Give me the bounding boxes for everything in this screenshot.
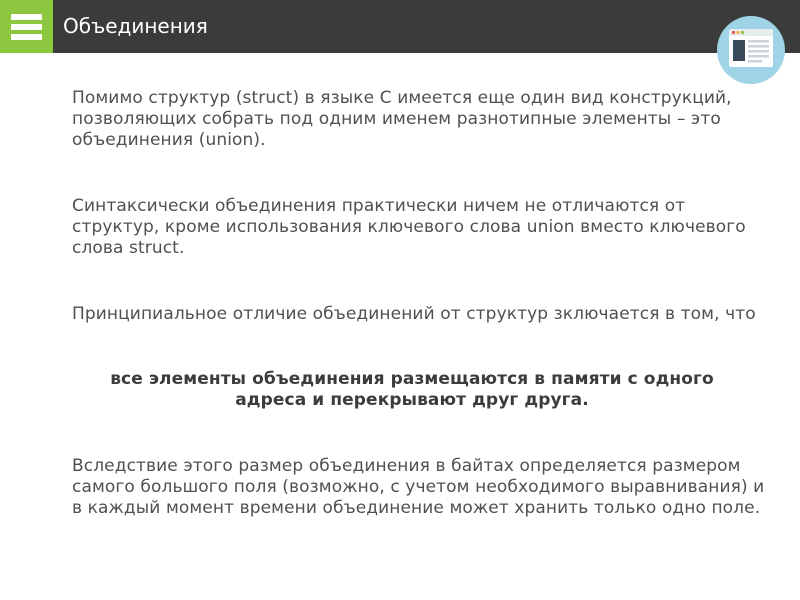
emphasis-statement xyxy=(72,369,752,411)
page-title: Объединения xyxy=(63,14,208,38)
emphasis-line-1: все элементы объединения размещаются в памяти с одного xyxy=(110,369,714,389)
menu-button[interactable] xyxy=(0,0,53,53)
paragraph-syntax: Синтаксически объединения практически ничем не отличаются от структур, кроме использования ключевого слова union вместо ключевого слова struct. xyxy=(72,196,746,258)
browser-window-icon xyxy=(717,16,785,84)
slide-content xyxy=(72,88,772,564)
paragraph-difference: Принципиальное отличие объединений от структур зключается в том, что xyxy=(72,304,756,324)
paragraph-intro: Помимо структур (struct) в языке C имеется еще один вид конструкций, позволяющих собрать под одним именем разнотипные элементы – это объединения (union). xyxy=(72,88,732,150)
emphasis-line-2: адреса и перекрывают друг друга. xyxy=(235,390,589,410)
browser-window-badge xyxy=(717,16,785,84)
menu-icon-bar xyxy=(11,34,42,40)
menu-icon-bar xyxy=(11,24,42,30)
header-bar xyxy=(0,0,800,53)
paragraph-size: Вследствие этого размер объединения в байтах определяется размером самого большого поля (возможно, с учетом необходимого выравнивания) и в каждый момент времени объединение может хранить только одно поле. xyxy=(72,456,765,518)
menu-icon-bar xyxy=(11,14,42,20)
